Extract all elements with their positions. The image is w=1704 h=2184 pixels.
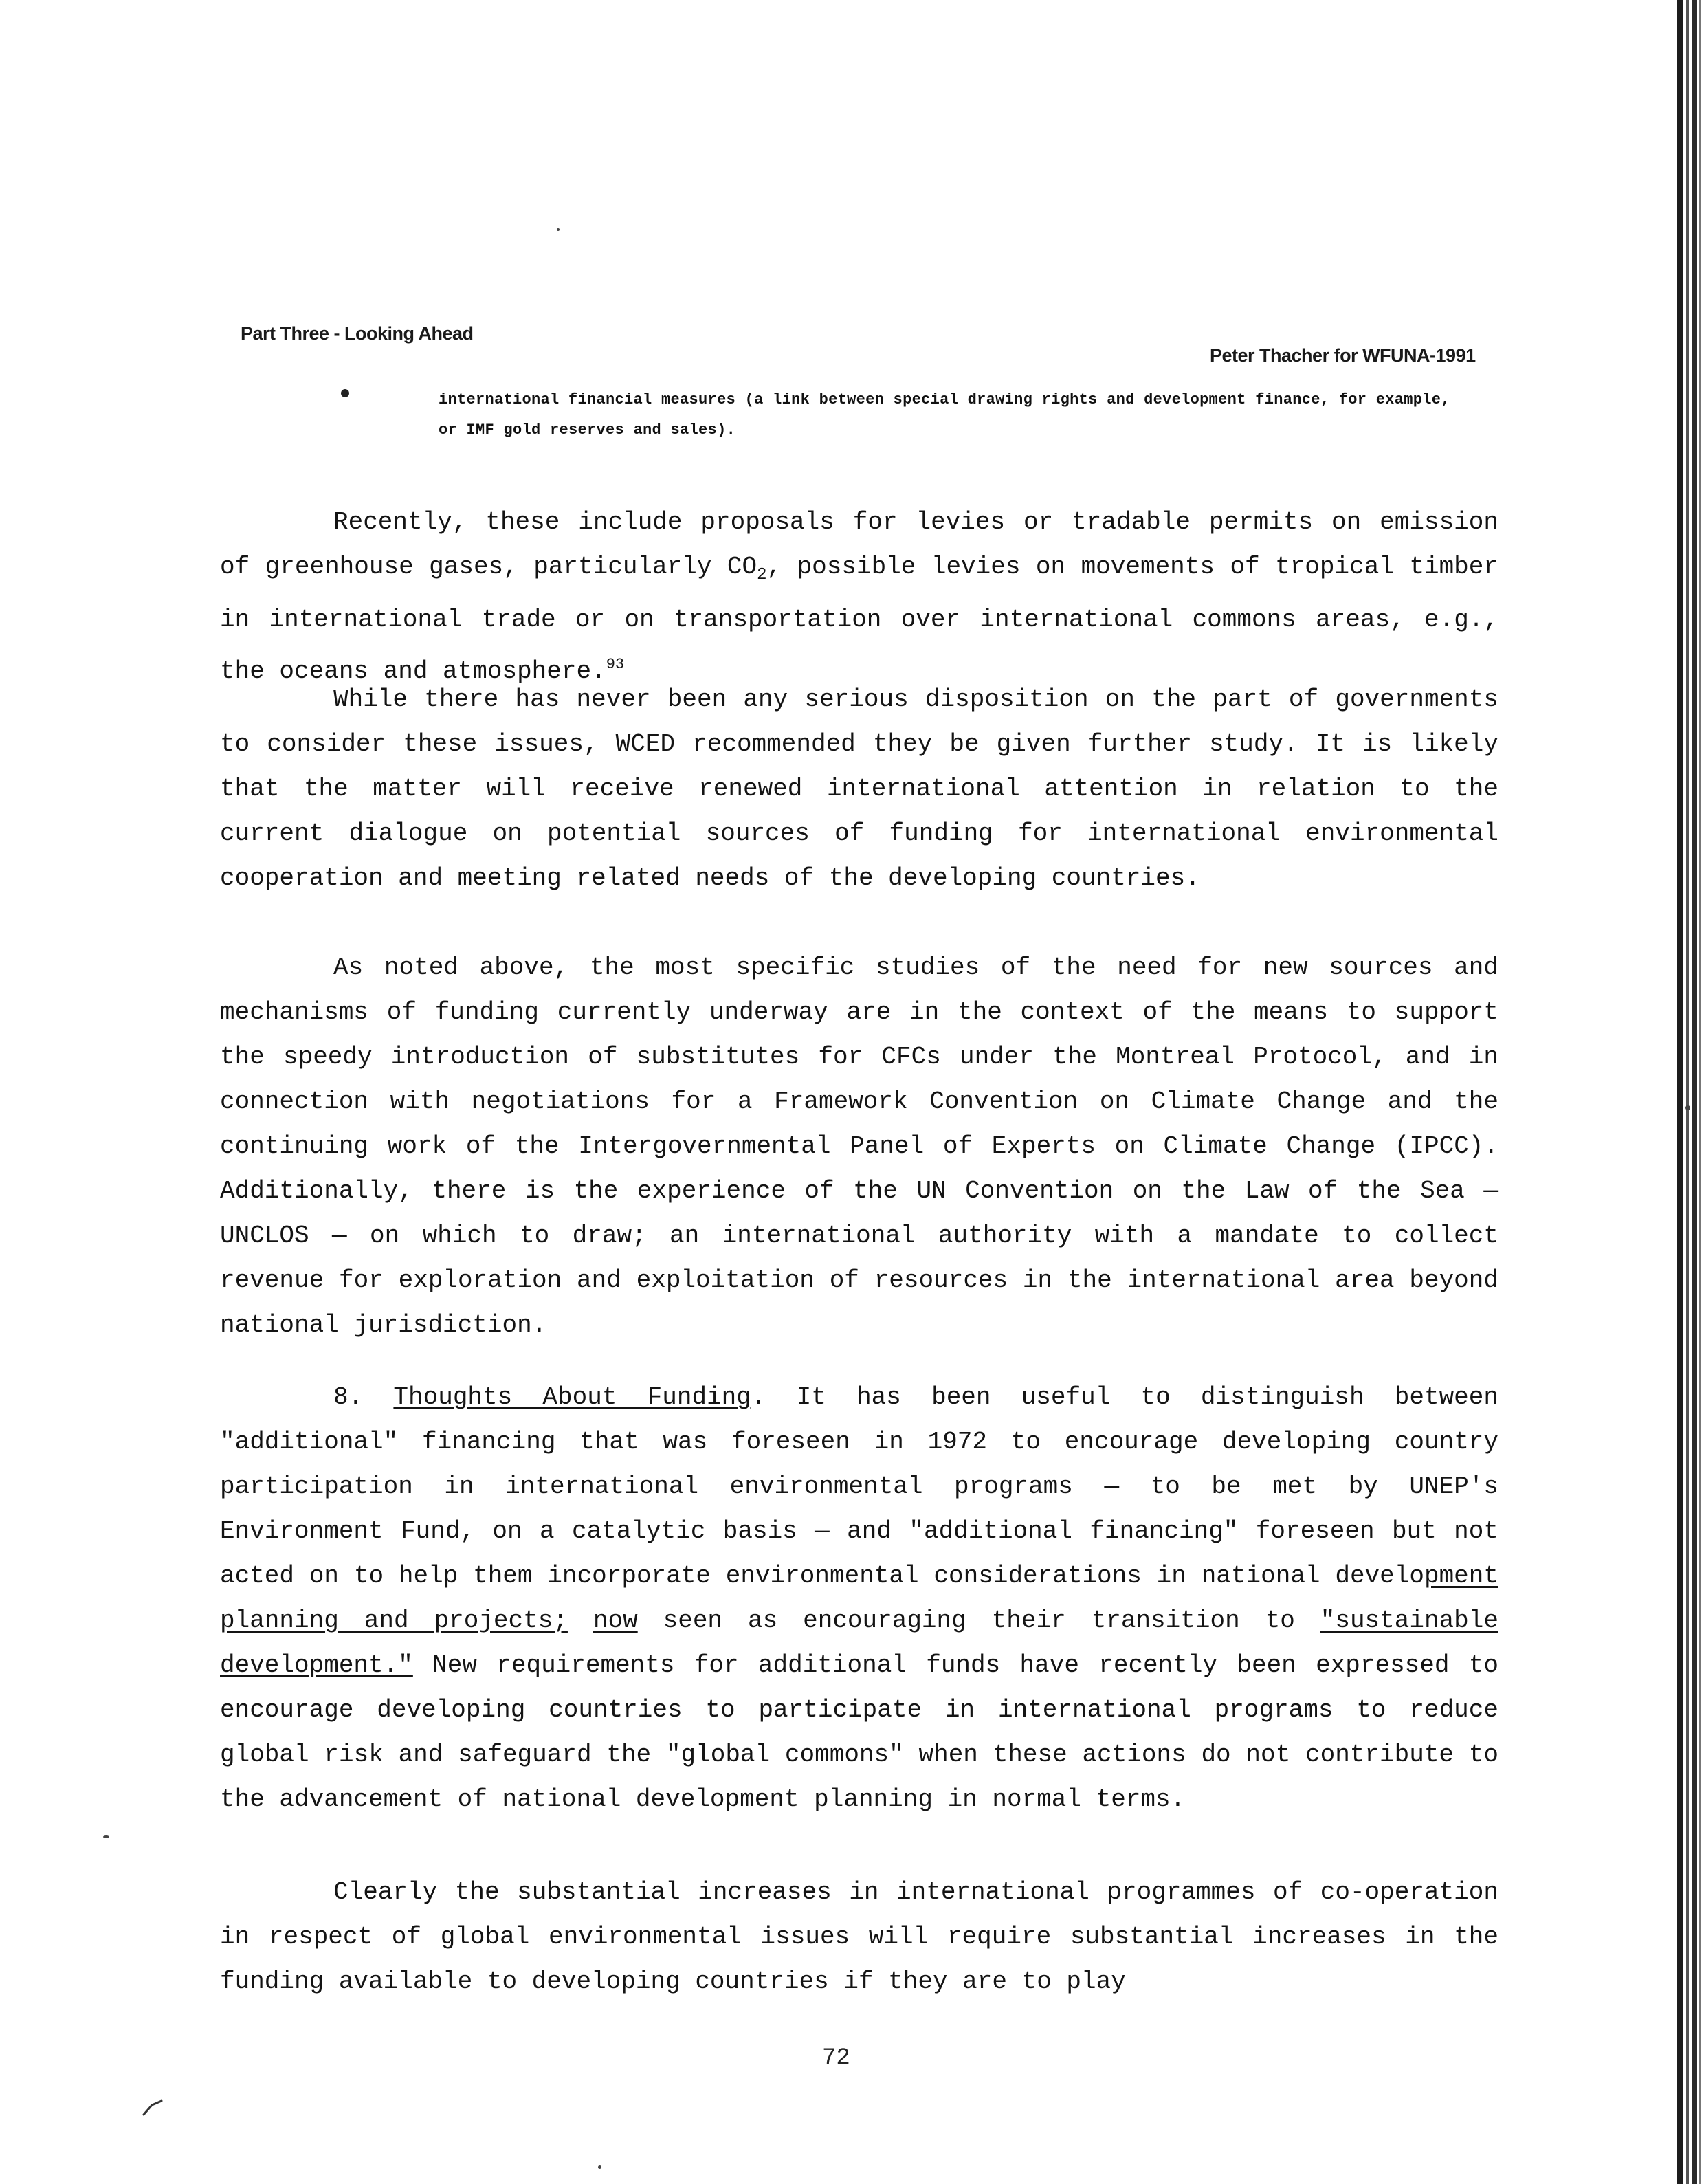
handwritten-underline-text: "sustainable development." [220,1607,1498,1679]
section-heading: Thoughts About Funding [393,1383,751,1411]
section-thoughts-about-funding [220,1375,1498,1822]
paragraph-noted-above [220,945,1498,1347]
paragraph-wced [220,677,1498,901]
bullet-item-text: international financial measures (a link between special drawing rights and development finance, for example, or IMF gold reserves and sales). [439,391,1450,439]
handwritten-underline-text: pment planning and projects; [220,1562,1498,1635]
paragraph-text: As noted above, the most specific studies of the need for new sources and mechanisms of funding currently underway are in the context of the means to support the speedy introduction of substitutes for CFCs under the Montreal Protocol, and in connection with negotiations for a Framework Convention on Climate Change and the continuing work of the Intergovernmental Panel of Experts on Climate Change (IPCC). Additionally, there is the experience of the UN Convention on the Law of the Sea — UNCLOS — on which to draw; an international authority with a mandate to collect revenue for exploration and exploitation of resources in the international area beyond national jurisdiction. [220,953,1498,1339]
subscript: 2 [757,566,767,584]
handwritten-underline-text: now [593,1607,638,1635]
paragraph-text [568,1607,593,1635]
scan-speck [103,1835,109,1838]
running-header-right: Peter Thacher for WFUNA-1991 [1210,345,1476,366]
scan-speck [598,2165,601,2169]
paragraph-text: . It has been useful to distinguish between "additional" financing that was foreseen in 1972 to encourage developing country participation in international environmental programs — to be met by UNEP's Environment Fund, on a catalytic basis — and "additional financing" foreseen but not acted on to help them incorporate environmental considerations in national develo [220,1383,1498,1590]
footnote-marker: 93 [606,656,625,673]
running-header-left: Part Three - Looking Ahead [241,323,474,344]
scan-speck [557,228,560,231]
paragraph-text: Recently, these include proposals for levies or tradable permits on emission of greenhouse gases, particularly CO [220,508,1498,581]
paragraph-text: seen as encouraging their transition to [637,1607,1320,1635]
paragraph-text: While there has never been any serious disposition on the part of governments to consider these issues, WCED recommended they be given further study. It is likely that the matter will receive renewed international attention in relation to the current dialogue on potential sources of funding for international environmental cooperation and meeting related needs of the developing countries. [220,685,1498,892]
bullet-point [341,389,349,397]
paragraph-clearly [220,1870,1498,2004]
paragraph-text: New requirements for additional funds have recently been expressed to encourage developing countries to participate in international programs to reduce global risk and safeguard the "global commons" when these actions do not contribute to the advancement of national development planning in normal terms. [220,1651,1498,1813]
paragraph-text: , possible levies on movements of tropical timber in international trade or on transportation over international commons areas, e.g., the oceans and atmosphere. [220,553,1498,685]
scan-binding-edge [1672,0,1704,2184]
scan-speck [1685,1105,1690,1110]
pen-mark [141,2097,168,2117]
page-number: 72 [822,2045,850,2071]
paragraph-text: Clearly the substantial increases in international programmes of co-operation in respect of global environmental issues will require substantial increases in the funding available to developing countries if they are to play [220,1878,1498,1996]
section-number: 8. [333,1383,394,1411]
paragraph-recently [220,500,1498,694]
